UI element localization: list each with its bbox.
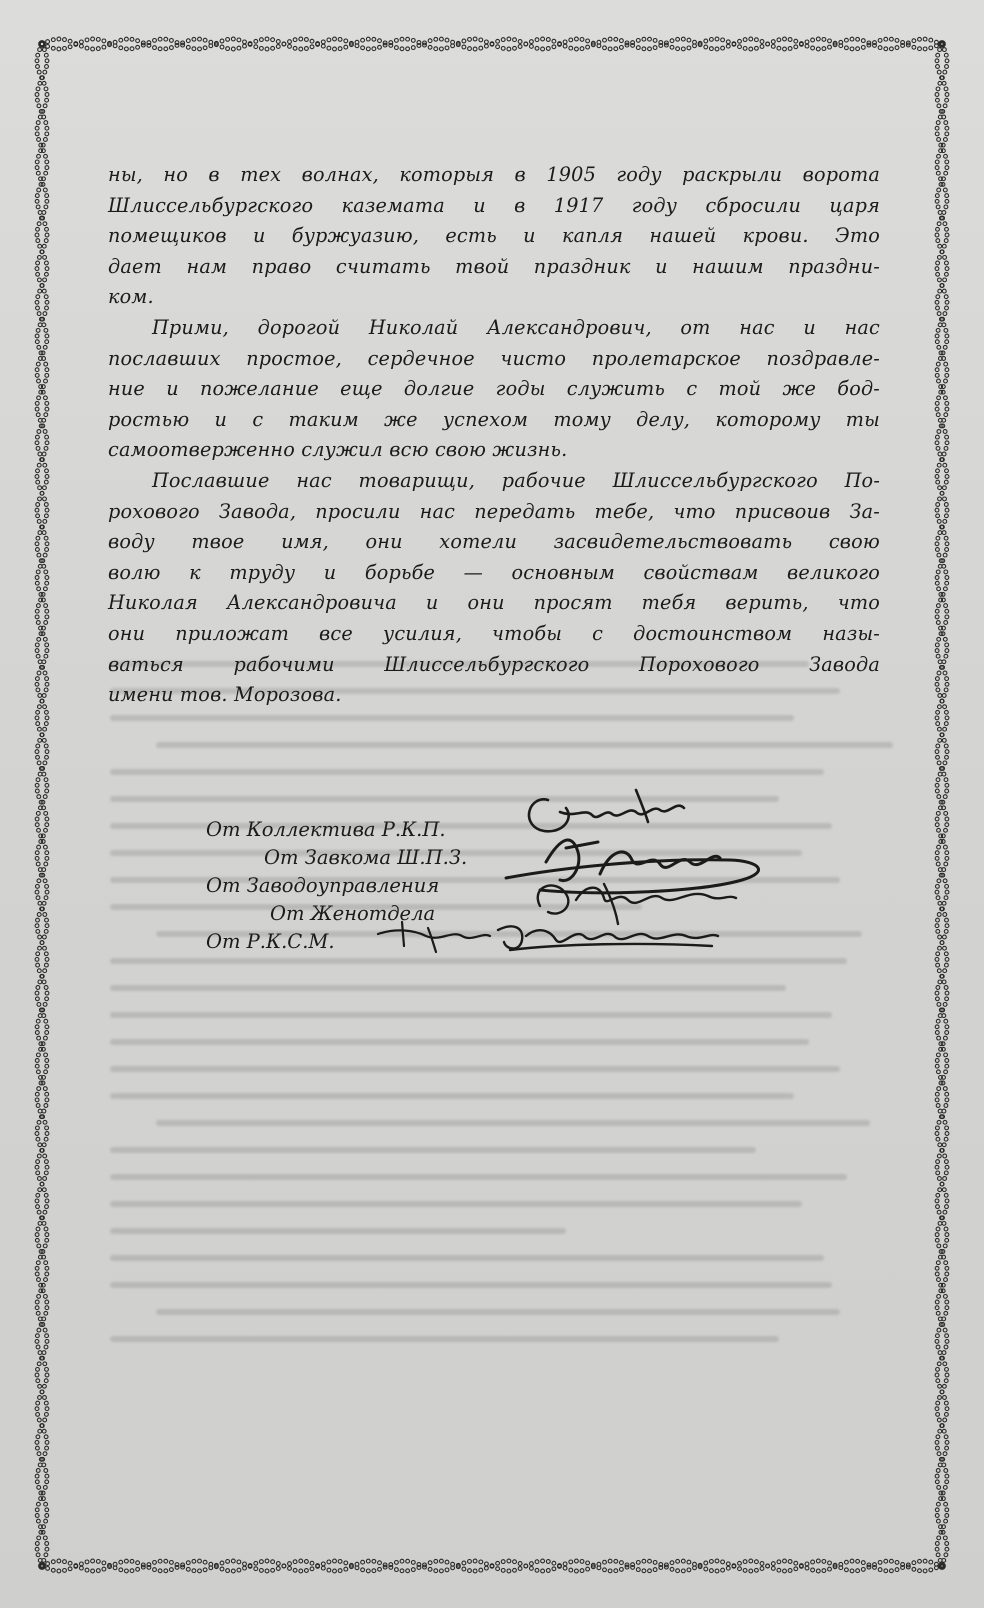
letter-line: воду твое имя, они хотели засвидетельствовать свою	[108, 530, 880, 554]
letter-line: Николая Александровича и они просят тебя верить, что	[108, 591, 880, 615]
signature-label: От Женотдела	[270, 902, 436, 925]
letter-line: они приложат все усилия, чтобы с достоинством назы-	[108, 621, 880, 645]
signature-4	[378, 922, 490, 952]
letter-line: имени тов. Морозова.	[108, 683, 342, 707]
letter-line: пославших простое, сердечное чисто пролетарское поздравле-	[108, 346, 880, 370]
signature-label: От Завкома Ш.П.З.	[264, 846, 468, 869]
signature-1	[529, 790, 684, 831]
signature-label: От Коллектива Р.К.П.	[206, 818, 446, 841]
letter-line: ком.	[108, 285, 154, 309]
signature-5	[498, 926, 718, 950]
signature-label: От Заводоуправления	[206, 874, 440, 897]
letter-line: ны, но в тех волнах, которыя в 1905 году раскрыли ворота	[108, 163, 880, 186]
signature-3	[538, 884, 736, 924]
signature-2	[506, 840, 759, 893]
letter-line: Шлиссельбургского каземата и в 1917 году сбросили царя	[108, 193, 880, 217]
letter-line: Пославшие нас товарищи, рабочие Шлиссельбургского По-	[152, 468, 880, 492]
letter-line: волю к труду и борьбе — основным свойствам великого	[108, 560, 880, 584]
letter-line: ние и пожелание еще долгие годы служить с той же бод-	[108, 377, 880, 401]
letter-line: Прими, дорогой Николай Александрович, от нас и нас	[152, 315, 880, 339]
letter-line: ростью и с таким же успехом тому делу, которому ты	[108, 407, 880, 431]
letter-line: помещиков и буржуазию, есть и капля нашей крови. Это	[108, 224, 880, 248]
letter-line: дает нам право считать твой праздник и нашим праздни-	[108, 254, 880, 278]
letter-line: ваться рабочими Шлиссельбургского Порохового Завода	[108, 652, 880, 676]
letter-line: рохового Завода, просили нас передать тебе, что присвоив За-	[108, 499, 880, 523]
letter-line: самоотверженно служил всю свою жизнь.	[108, 438, 568, 462]
signature-label: От Р.К.С.М.	[206, 930, 335, 953]
